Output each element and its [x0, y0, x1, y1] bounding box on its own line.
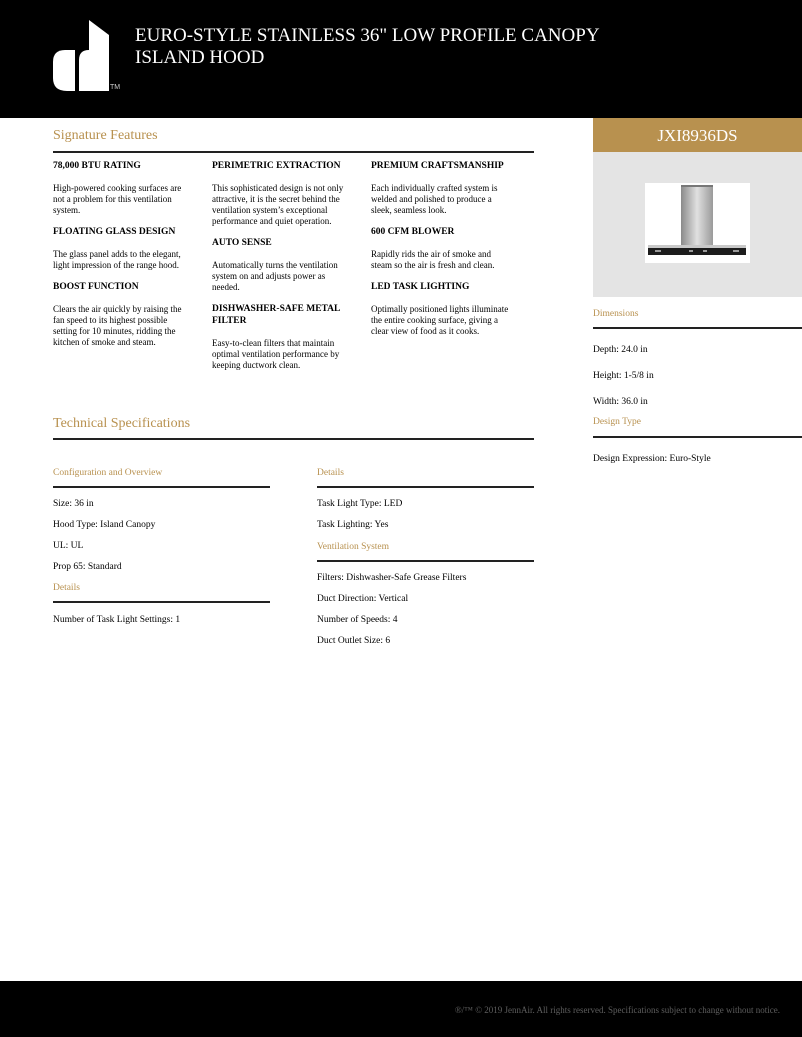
page-title — [135, 25, 735, 69]
feature-column-1 — [53, 160, 193, 358]
spec-task-light-type: Task Light Type: LED — [317, 499, 403, 509]
feature-text: High-powered cooking surfaces are not a problem for this ventilation system. — [53, 183, 182, 215]
spec-ul: UL: UL — [53, 541, 84, 551]
feature-heading: 600 CFM BLOWER — [371, 227, 455, 237]
feature-heading: PERIMETRIC EXTRACTION — [212, 161, 341, 171]
feature-heading: DISHWASHER-SAFE METAL FILTER — [212, 304, 340, 326]
feature-text: This sophisticated design is not only attractive, it is the secret behind the ventilation system’s exceptional performance and quiet operation. — [212, 183, 344, 226]
spec-filters: Filters: Dishwasher-Safe Grease Filters — [317, 573, 467, 583]
design-expression: Design Expression: Euro-Style — [593, 454, 711, 464]
feature-heading: AUTO SENSE — [212, 238, 272, 248]
dimension-depth: Depth: 24.0 in — [593, 345, 648, 355]
spec-task-light-settings: Number of Task Light Settings: 1 — [53, 615, 181, 625]
copyright-text: ®/™ © 2019 JennAir. All rights reserved. Specifications subject to change without notice. — [454, 1005, 780, 1015]
page-title-line-1: EURO-STYLE STAINLESS 36" LOW PROFILE CANOPY — [135, 25, 600, 46]
ventilation-system-title: Ventilation System — [317, 542, 390, 552]
feature-text: Each individually crafted system is welded and polished to produce a sleek, seamless look. — [371, 183, 498, 215]
spec-task-lighting: Task Lighting: Yes — [317, 520, 389, 530]
signature-features-divider — [53, 151, 534, 153]
dimensions-divider — [593, 327, 802, 329]
feature-text: Automatically turns the ventilation system on and adjusts power as needed. — [212, 260, 338, 292]
model-number-banner: JXI8936DS — [593, 118, 802, 152]
feature-heading: BOOST FUNCTION — [53, 282, 139, 292]
dimension-width: Width: 36.0 in — [593, 397, 648, 407]
spec-number-of-speeds: Number of Speeds: 4 — [317, 615, 398, 625]
feature-column-3 — [371, 160, 511, 347]
dimensions-title: Dimensions — [593, 309, 639, 319]
feature-heading: PREMIUM CRAFTSMANSHIP — [371, 161, 504, 171]
details-right-divider — [317, 486, 534, 488]
page-title-line-2: ISLAND HOOD — [135, 47, 265, 68]
footer-bar — [0, 981, 802, 1037]
config-overview-divider — [53, 486, 270, 488]
spec-duct-outlet-size: Duct Outlet Size: 6 — [317, 636, 391, 646]
feature-text: Clears the air quickly by raising the fan speed to its highest possible setting for 10 minutes, ridding the kitchen of smoke and steam. — [53, 304, 182, 347]
design-type-divider — [593, 436, 802, 438]
trademark-mark: TM — [110, 84, 121, 91]
spec-duct-direction: Duct Direction: Vertical — [317, 594, 409, 604]
signature-features-title: Signature Features — [53, 128, 158, 143]
feature-text: Optimally positioned lights illuminate the entire cooking surface, giving a clear view of food as it cooks. — [371, 304, 509, 336]
feature-heading: 78,000 BTU RATING — [53, 161, 141, 171]
details-left-divider — [53, 601, 270, 603]
spec-size: Size: 36 in — [53, 499, 94, 509]
product-image — [645, 183, 750, 263]
feature-heading: LED TASK LIGHTING — [371, 282, 470, 292]
spec-prop65: Prop 65: Standard — [53, 562, 122, 572]
header-bar — [0, 0, 802, 118]
jennair-logo-icon — [53, 20, 109, 91]
spec-hood-type: Hood Type: Island Canopy — [53, 520, 156, 530]
config-overview-title: Configuration and Overview — [53, 468, 163, 478]
feature-text: The glass panel adds to the elegant, light impression of the range hood. — [53, 249, 181, 270]
feature-text: Easy-to-clean filters that maintain optimal ventilation performance by keeping ductwork clean. — [212, 338, 340, 370]
details-right-title: Details — [317, 468, 344, 478]
dimension-height: Height: 1-5/8 in — [593, 371, 654, 381]
feature-text: Rapidly rids the air of smoke and steam so the air is fresh and clean. — [371, 249, 495, 270]
technical-specifications-divider — [53, 438, 534, 440]
feature-column-2 — [212, 160, 352, 381]
feature-heading: FLOATING GLASS DESIGN — [53, 227, 176, 237]
technical-specifications-title: Technical Specifications — [53, 416, 191, 431]
range-hood-icon — [645, 183, 750, 263]
design-type-title: Design Type — [593, 417, 641, 427]
ventilation-system-divider — [317, 560, 534, 562]
details-left-title: Details — [53, 583, 80, 593]
